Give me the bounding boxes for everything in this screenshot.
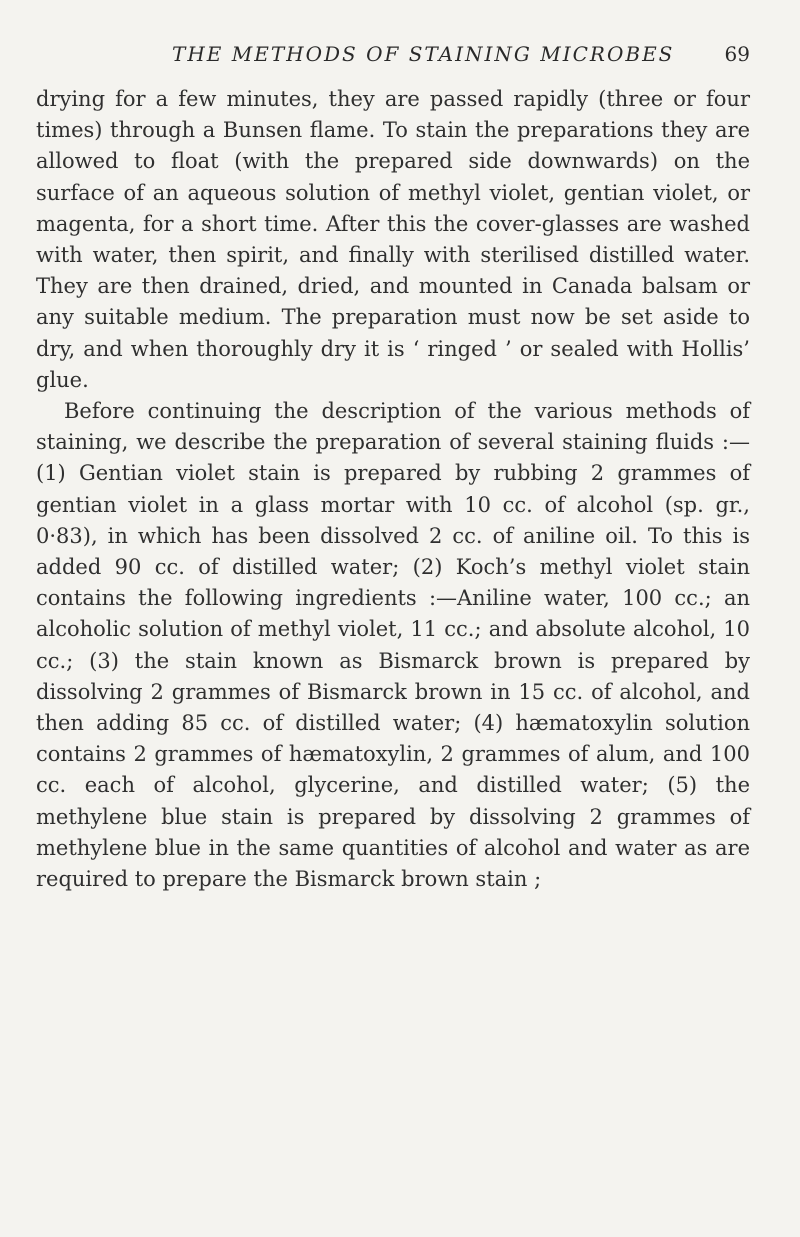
running-head-title: THE METHODS OF STAINING MICROBES bbox=[172, 42, 675, 66]
paragraph: Before continuing the description of the various methods of staining, we describe the preparation of several staining fluids :—(1) Gentian violet stain is prepared by rubbing 2 grammes of gentian violet in a glass mortar with 10 cc. of alcohol (sp. gr., 0·83), in which has been dissolved 2 cc. of aniline oil. To this is added 90 cc. of distilled water; (2) Koch’s methyl violet stain contains the following ingredients :—Aniline water, 100 cc.; an alcoholic solution of methyl violet, 11 cc.; and absolute alcohol, 10 cc.; (3) the stain known as Bismarck brown is prepared by dissolving 2 grammes of Bismarck brown in 15 cc. of alcohol, and then adding 85 cc. of distilled water; (4) hæmatoxylin solution contains 2 grammes of hæmatoxylin, 2 grammes of alum, and 100 cc. each of alcohol, glycerine, and distilled water; (5) the methylene blue stain is prepared by dissolving 2 grammes of methylene blue in the same quantities of alcohol and water as are required to prepare the Bismarck brown stain ; bbox=[36, 399, 750, 892]
page-number: 69 bbox=[724, 42, 750, 66]
running-head bbox=[36, 30, 750, 76]
body-text bbox=[36, 84, 750, 895]
paragraph: drying for a few minutes, they are passed rapidly (three or four times) through a Bunsen flame. To stain the preparations they are allowed to float (with the prepared side downwards) on the surface of an aqueous solution of methyl violet, gentian violet, or magenta, for a short time. After this the cover-glasses are washed with water, then spirit, and finally with sterilised distilled water. They are then drained, dried, and mounted in Canada balsam or any suitable medium. The preparation must now be set aside to dry, and when thoroughly dry it is ‘ ringed ’ or sealed with Hollis’ glue. bbox=[36, 87, 750, 392]
book-page bbox=[36, 30, 750, 1220]
